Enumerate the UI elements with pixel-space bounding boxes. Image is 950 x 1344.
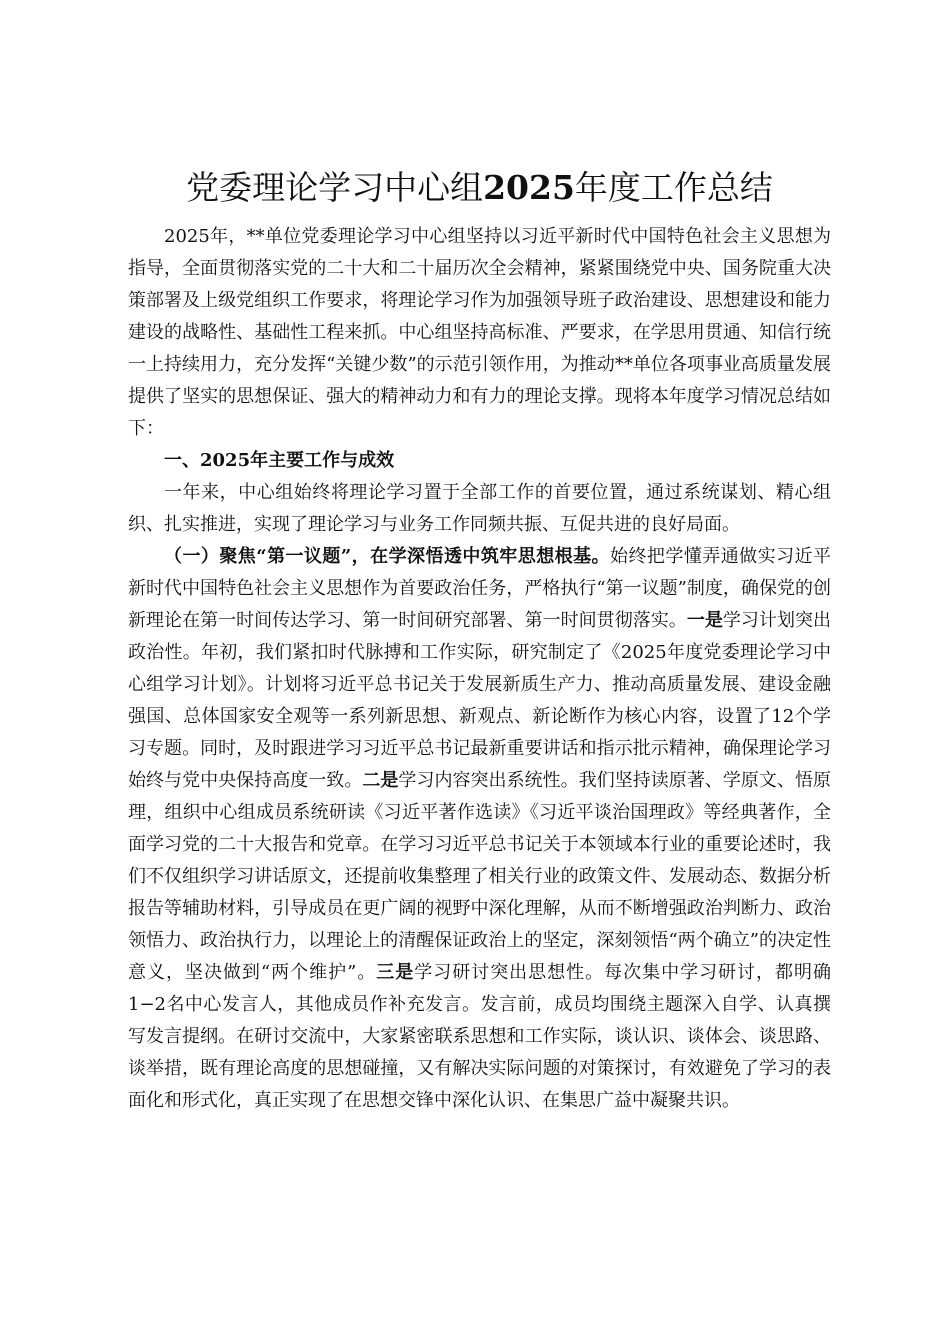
subsection-text-a: 始终把学懂弄通做实习近平新时代中国特色社会主义思想作为首要政治任务，严格执行“第一议题”制度，确保党的创新理论在第一时间传达学习、第一时间研究部署、第一时间贯彻落实。 [128, 546, 831, 631]
document-page [128, 165, 831, 1117]
title-suffix: 年度工作总结 [574, 168, 773, 207]
subsection-heading: （一）聚焦“第一议题”，在学深悟透中筑牢思想根基。 [164, 546, 611, 567]
section-heading: 一、2025年主要工作与成效 [164, 450, 395, 471]
section-intro-paragraph: 一年来，中心组始终将理论学习置于全部工作的首要位置，通过系统谋划、精心组织、扎实推进，实现了理论学习与业务工作同频共振、互促共进的良好局面。 [128, 482, 831, 535]
page-title [128, 165, 831, 211]
subsection-paragraph [128, 541, 831, 1117]
marker-third: 三是 [376, 962, 415, 983]
title-prefix: 党委理论学习中心组 [186, 168, 484, 207]
subsection-text-d: 学习研讨突出思想性。每次集中学习研讨，都明确1−2名中心发言人，其他成员作补充发言。发言前，成员均围绕主题深入自学、认真撰写发言提纲。在研讨交流中，大家紧密联系思想和工作实际，谈认识、谈体会、谈思路、谈举措，既有理论高度的思想碰撞，又有解决实际问题的对策探讨，有效避免了学习的表面化和形式化，真正实现了在思想交锋中深化认识、在集思广益中凝聚共识。 [128, 962, 832, 1111]
subsection-text-c: 学习内容突出系统性。我们坚持读原著、学原文、悟原理，组织中心组成员系统研读《习近平著作选读》《习近平谈治国理政》等经典著作，全面学习党的二十大报告和党章。在学习习近平总书记关于本领域本行业的重要论述时，我们不仅组织学习讲话原文，还提前收集整理了相关行业的政策文件、发展动态、数据分析报告等辅助材料，引导成员在更广阔的视野中深化理解，从而不断增强政治判断力、政治领悟力、政治执行力，以理论上的清醒保证政治上的坚定，深刻领悟“两个确立”的决定性意义，坚决做到“两个维护”。 [128, 770, 832, 983]
intro-paragraph: 2025年，**单位党委理论学习中心组坚持以习近平新时代中国特色社会主义思想为指导，全面贯彻落实党的二十大和二十届历次全会精神，紧紧围绕党中央、国务院重大决策部署及上级党组织工作要求，将理论学习作为加强领导班子政治建设、思想建设和能力建设的战略性、基础性工程来抓。中心组坚持高标准、严要求，在学思用贯通、知信行统一上持续用力，充分发挥“关键少数”的示范引领作用，为推动**单位各项事业高质量发展提供了坚实的思想保证、强大的精神动力和有力的理论支撑。现将本年度学习情况总结如下： [128, 226, 831, 439]
title-year: 2025 [483, 168, 575, 207]
marker-first: 一是 [686, 610, 723, 631]
marker-second: 二是 [362, 770, 399, 791]
subsection-text-b: 学习计划突出政治性。年初，我们紧扣时代脉搏和工作实际，研究制定了《2025年度党委理论学习中心组学习计划》。计划将习近平总书记关于发展新质生产力、推动高质量发展、建设金融强国、总体国家安全观等一系列新思想、新观点、新论断作为核心内容，设置了12个学习专题。同时，及时跟进学习习近平总书记最新重要讲话和指示批示精神，确保理论学习始终与党中央保持高度一致。 [128, 610, 832, 791]
